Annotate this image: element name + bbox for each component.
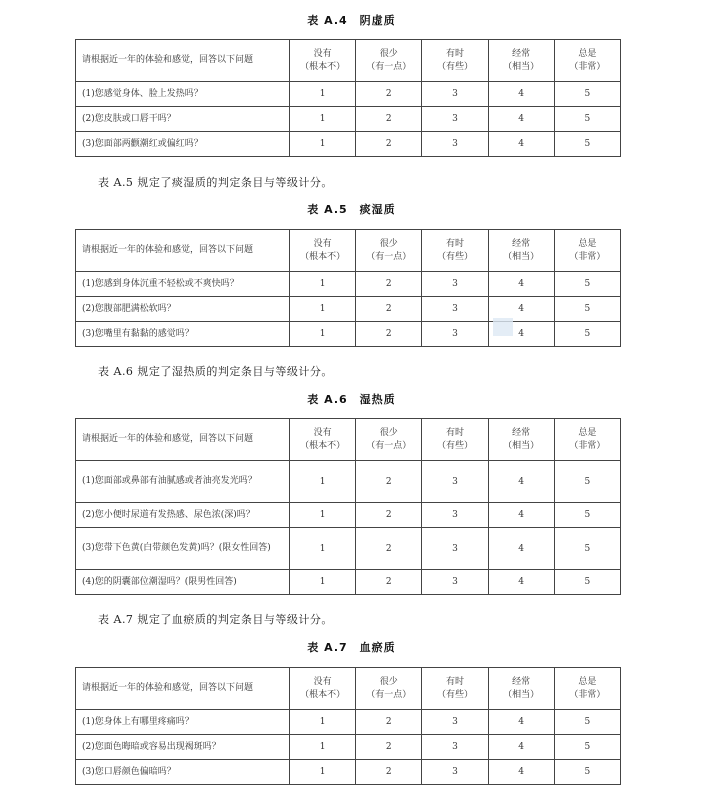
- score-2: 2: [356, 735, 422, 760]
- score-1: 1: [290, 760, 356, 785]
- question-text: (2)您皮肤或口唇干吗？: [76, 107, 290, 132]
- score-3: 3: [422, 82, 488, 107]
- score-4: 4: [488, 528, 554, 570]
- header-prompt: 请根据近一年的体验和感觉，回答以下问题: [76, 668, 290, 710]
- header-prompt: 请根据近一年的体验和感觉，回答以下问题: [76, 40, 290, 82]
- score-1: 1: [290, 107, 356, 132]
- score-2: 2: [356, 528, 422, 570]
- score-2: 2: [356, 710, 422, 735]
- question-text: (1)您面部或鼻部有油腻感或者油亮发光吗？: [76, 461, 290, 503]
- score-2: 2: [356, 107, 422, 132]
- question-text: (3)您带下色黄(白带颜色发黄)吗？(限女性回答): [76, 528, 290, 570]
- score-4: 4: [488, 760, 554, 785]
- score-2: 2: [356, 503, 422, 528]
- table-row: [76, 297, 621, 322]
- header-rarely: 很少 （有一点）: [356, 40, 422, 82]
- score-5: 5: [554, 735, 620, 760]
- table-caption-a5: 表 A.5 痰湿质: [307, 203, 396, 216]
- table-header-row: [76, 668, 621, 710]
- score-5: 5: [554, 528, 620, 570]
- header-sometimes: 有时 （有些）: [422, 40, 488, 82]
- table-a6-damp-heat: [75, 418, 621, 595]
- table-a7-blood-stasis: [75, 667, 621, 785]
- score-2: 2: [356, 297, 422, 322]
- header-always: 总是 （非常）: [554, 40, 620, 82]
- score-3: 3: [422, 570, 488, 595]
- score-5: 5: [554, 570, 620, 595]
- score-4: 4: [488, 461, 554, 503]
- score-2: 2: [356, 82, 422, 107]
- scan-highlight-mark: [493, 318, 513, 336]
- score-1: 1: [290, 735, 356, 760]
- question-text: (1)您感到身体沉重不轻松或不爽快吗？: [76, 272, 290, 297]
- score-3: 3: [422, 710, 488, 735]
- score-1: 1: [290, 82, 356, 107]
- score-3: 3: [422, 272, 488, 297]
- header-rarely: 很少 （有一点）: [356, 230, 422, 272]
- header-often: 经常 （相当）: [488, 419, 554, 461]
- score-3: 3: [422, 322, 488, 347]
- header-prompt: 请根据近一年的体验和感觉，回答以下问题: [76, 419, 290, 461]
- score-1: 1: [290, 297, 356, 322]
- score-2: 2: [356, 570, 422, 595]
- score-5: 5: [554, 322, 620, 347]
- score-1: 1: [290, 570, 356, 595]
- table-row: [76, 322, 621, 347]
- score-2: 2: [356, 272, 422, 297]
- score-3: 3: [422, 760, 488, 785]
- score-4: 4: [488, 735, 554, 760]
- score-1: 1: [290, 132, 356, 157]
- table-row: [76, 760, 621, 785]
- header-sometimes: 有时 （有些）: [422, 419, 488, 461]
- question-text: (1)您感觉身体、脸上发热吗？: [76, 82, 290, 107]
- table-caption-a4: 表 A.4 阴虚质: [307, 14, 396, 27]
- question-text: (2)您腹部肥满松软吗？: [76, 297, 290, 322]
- score-5: 5: [554, 461, 620, 503]
- score-3: 3: [422, 132, 488, 157]
- score-1: 1: [290, 272, 356, 297]
- score-4: 4: [488, 297, 554, 322]
- question-text: (2)您面色晦暗或容易出现褐斑吗？: [76, 735, 290, 760]
- score-5: 5: [554, 82, 620, 107]
- table-a4-yin-deficiency: [75, 39, 621, 157]
- table-row: [76, 461, 621, 503]
- score-4: 4: [488, 570, 554, 595]
- score-5: 5: [554, 107, 620, 132]
- table-row: [76, 528, 621, 570]
- header-always: 总是 （非常）: [554, 419, 620, 461]
- table-row: [76, 503, 621, 528]
- table-row: [76, 735, 621, 760]
- header-often: 经常 （相当）: [488, 230, 554, 272]
- score-3: 3: [422, 297, 488, 322]
- score-3: 3: [422, 107, 488, 132]
- table-header-row: [76, 419, 621, 461]
- score-5: 5: [554, 710, 620, 735]
- score-5: 5: [554, 297, 620, 322]
- score-4: 4: [488, 272, 554, 297]
- score-2: 2: [356, 322, 422, 347]
- score-4: 4: [488, 132, 554, 157]
- question-text: (3)您面部两颧潮红或偏红吗？: [76, 132, 290, 157]
- intro-paragraph-a5: 表 A.5 规定了痰湿质的判定条目与等级计分。: [98, 176, 333, 189]
- header-sometimes: 有时 （有些）: [422, 230, 488, 272]
- header-never: 没有 （根本不）: [290, 668, 356, 710]
- score-4: 4: [488, 107, 554, 132]
- score-5: 5: [554, 272, 620, 297]
- score-1: 1: [290, 461, 356, 503]
- score-4: 4: [488, 710, 554, 735]
- table-a5-phlegm-dampness: [75, 229, 621, 347]
- header-rarely: 很少 （有一点）: [356, 419, 422, 461]
- score-3: 3: [422, 528, 488, 570]
- score-5: 5: [554, 760, 620, 785]
- score-4: 4: [488, 322, 554, 347]
- question-text: (1)您身体上有哪里疼痛吗？: [76, 710, 290, 735]
- score-5: 5: [554, 132, 620, 157]
- score-2: 2: [356, 132, 422, 157]
- header-often: 经常 （相当）: [488, 668, 554, 710]
- intro-paragraph-a7: 表 A.7 规定了血瘀质的判定条目与等级计分。: [98, 613, 333, 626]
- table-header-row: [76, 40, 621, 82]
- table-row: [76, 82, 621, 107]
- score-1: 1: [290, 710, 356, 735]
- question-text: (3)您嘴里有黏黏的感觉吗？: [76, 322, 290, 347]
- score-4: 4: [488, 82, 554, 107]
- score-2: 2: [356, 760, 422, 785]
- question-text: (3)您口唇颜色偏暗吗？: [76, 760, 290, 785]
- header-sometimes: 有时 （有些）: [422, 668, 488, 710]
- score-4: 4: [488, 503, 554, 528]
- header-prompt: 请根据近一年的体验和感觉，回答以下问题: [76, 230, 290, 272]
- table-caption-a7: 表 A.7 血瘀质: [307, 641, 396, 654]
- header-rarely: 很少 （有一点）: [356, 668, 422, 710]
- question-text: (4)您的阴囊部位潮湿吗？(限男性回答): [76, 570, 290, 595]
- header-never: 没有 （根本不）: [290, 40, 356, 82]
- question-text: (2)您小便时尿道有发热感、尿色浓(深)吗？: [76, 503, 290, 528]
- score-3: 3: [422, 735, 488, 760]
- score-1: 1: [290, 503, 356, 528]
- table-row: [76, 107, 621, 132]
- table-row: [76, 710, 621, 735]
- score-5: 5: [554, 503, 620, 528]
- score-1: 1: [290, 322, 356, 347]
- table-row: [76, 272, 621, 297]
- score-1: 1: [290, 528, 356, 570]
- table-row: [76, 570, 621, 595]
- table-row: [76, 132, 621, 157]
- header-never: 没有 （根本不）: [290, 419, 356, 461]
- score-3: 3: [422, 461, 488, 503]
- score-2: 2: [356, 461, 422, 503]
- header-always: 总是 （非常）: [554, 668, 620, 710]
- score-3: 3: [422, 503, 488, 528]
- header-always: 总是 （非常）: [554, 230, 620, 272]
- table-caption-a6: 表 A.6 湿热质: [307, 393, 396, 406]
- table-header-row: [76, 230, 621, 272]
- intro-paragraph-a6: 表 A.6 规定了湿热质的判定条目与等级计分。: [98, 365, 333, 378]
- header-never: 没有 （根本不）: [290, 230, 356, 272]
- header-often: 经常 （相当）: [488, 40, 554, 82]
